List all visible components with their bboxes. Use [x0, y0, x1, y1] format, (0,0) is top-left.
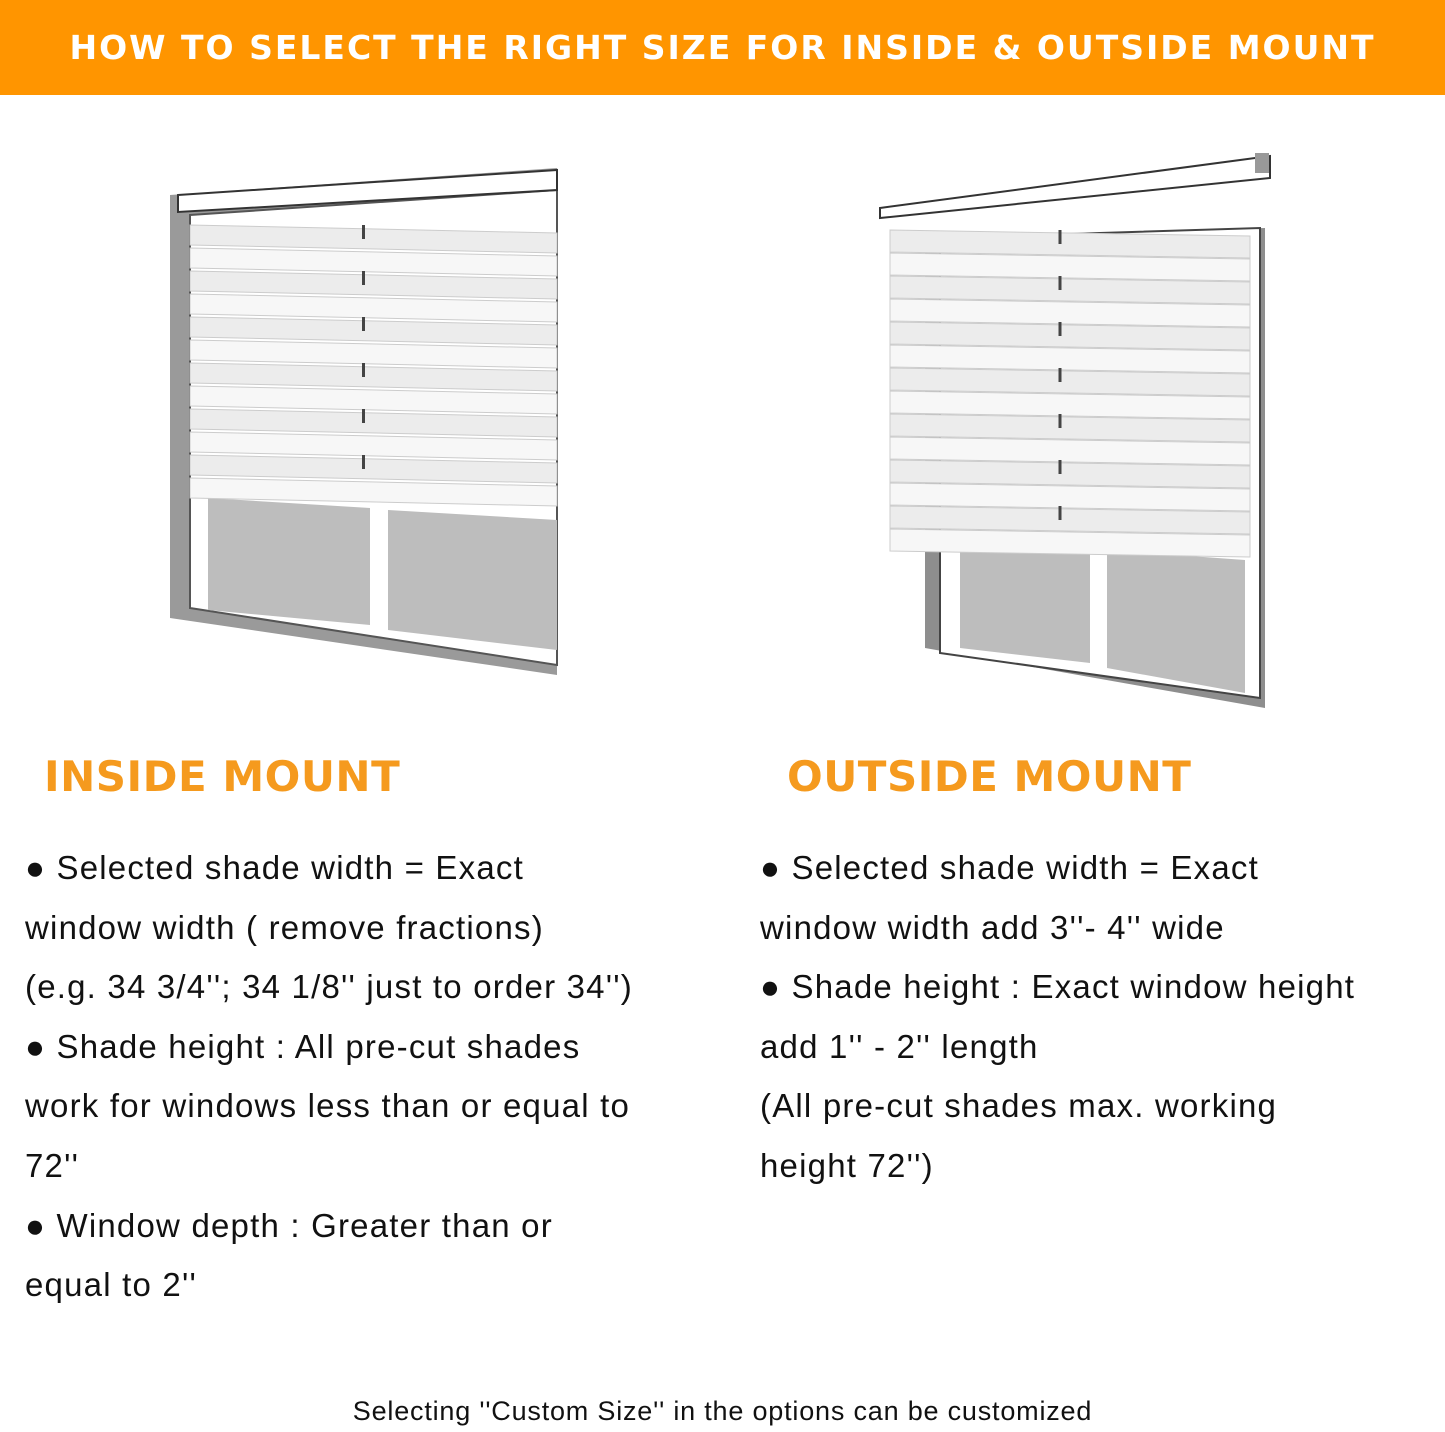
instruction-line: ● Selected shade width = Exact	[760, 849, 1259, 886]
instruction-line: add 1'' - 2'' length	[760, 1027, 1039, 1065]
outside-mount-illustration	[875, 148, 1285, 723]
header-banner	[0, 0, 1445, 95]
inside-mount-instructions	[25, 838, 633, 1315]
instruction-line: (e.g. 34 3/4''; 34 1/8'' just to order 34'')	[25, 968, 633, 1006]
instruction-line: ● Shade height : Exact window height	[760, 968, 1356, 1006]
outside-mount-title: OUTSIDE MOUNT	[787, 752, 1192, 801]
instruction-line: (All pre-cut shades max. working	[760, 1087, 1278, 1125]
inside-mount-illustration	[160, 160, 570, 690]
instruction-line: window width ( remove fractions)	[25, 908, 544, 946]
inside-mount-title: INSIDE MOUNT	[44, 752, 401, 801]
instruction-line: 72''	[25, 1146, 80, 1184]
instruction-line: ● Selected shade width = Exact	[25, 849, 524, 886]
instruction-line: height 72'')	[760, 1146, 934, 1184]
outside-mount-instructions	[760, 838, 1355, 1196]
instruction-line: equal to 2''	[25, 1266, 197, 1304]
footer-note: Selecting ''Custom Size'' in the options can be customized	[352, 1396, 1093, 1426]
instruction-line: work for windows less than or equal to	[25, 1087, 631, 1125]
instruction-line: window width add 3''- 4'' wide	[760, 908, 1225, 946]
instruction-line: ● Window depth : Greater than or	[25, 1206, 553, 1244]
banner-title: HOW TO SELECT THE RIGHT SIZE FOR INSIDE & OUTSIDE MOUNT	[69, 28, 1376, 67]
instruction-line: ● Shade height : All pre-cut shades	[25, 1027, 581, 1065]
